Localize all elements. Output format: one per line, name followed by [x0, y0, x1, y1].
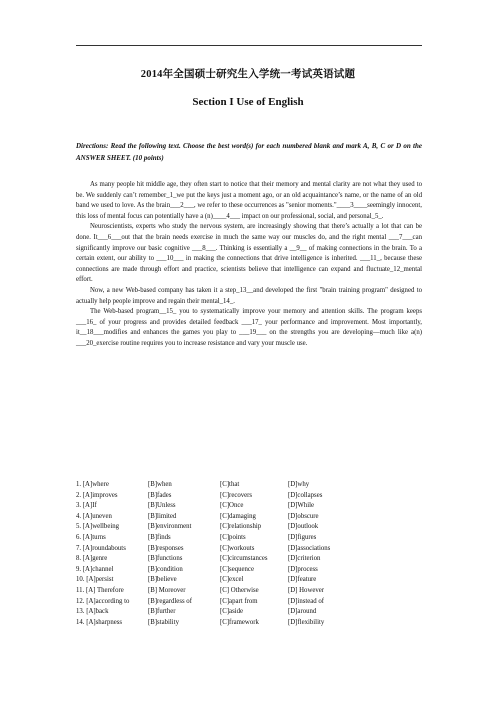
option-b: [B]functions: [148, 555, 183, 563]
option-row: [76, 533, 422, 544]
option-b: [B] Moreover: [148, 586, 186, 594]
directions-text: Directions: Read the following text. Choose the best word(s) for each numbered blank and mark A, B, C or D on the ANSWER SHEET. (10 points): [76, 142, 422, 162]
answer-options: [76, 480, 422, 628]
option-row: [76, 554, 422, 565]
option-b: [B]environment: [148, 523, 192, 531]
option-c: [C]that: [220, 481, 240, 488]
option-d: [D]around: [288, 608, 317, 616]
option-d: [D]associations: [288, 544, 331, 552]
option-row: [76, 618, 422, 629]
option-c: [C]points: [220, 533, 246, 541]
passage-paragraph: Now, a new Web-based company has taken it a step_13__and developed the first "brain training program" designed to actually help people improve and regain their mental_14_.: [76, 286, 422, 305]
option-d: [D]why: [288, 481, 310, 488]
option-b: [B]Unless: [148, 502, 176, 510]
option-b: [B]stability: [148, 618, 179, 626]
option-b: [B]finds: [148, 533, 171, 541]
passage-paragraph: The Web-based program__15_ you to systematically improve your memory and attention skills. The program keeps ___16_ of your progress and provides detailed feedback ___17_ your performance and improvement. Most importantly, it__18___modifies and enhances the games you play to ___19___ on the strengths you are developing—much like a(n) ___20_exercise routine requires you to increase resistance and vary your muscle use.: [76, 308, 422, 347]
option-c: [C]aside: [220, 608, 244, 616]
option-d: [D]figures: [288, 533, 317, 541]
option-c: [C]sequence: [220, 565, 254, 573]
option-a: 2. [A]improves: [76, 491, 118, 499]
option-d: [D]outlook: [288, 523, 319, 531]
option-d: [D]While: [288, 502, 315, 510]
option-c: [C]damaging: [220, 512, 256, 520]
option-a: 4. [A]uneven: [76, 512, 112, 520]
option-b: [B]believe: [148, 576, 177, 584]
option-row: [76, 522, 422, 533]
option-d: [D]process: [288, 565, 318, 573]
passage-paragraph: Neuroscientists, experts who study the nervous system, are increasingly showing that there’s actually a lot that can be done. It___6___out that the brain needs exercise in much the same way our muscles do, and the right mental ___7___can significantly improve our basic cognitive ___8___. Thinking is essentially a __9__ of making connections in the brain. To a certain extent, our ability to ___10___ in making the connections that drive intelligence is inherited. ___11_, because these connections are made through effort and practice, scientists believe that intelligence can expand and fluctuate_12_mental effort.: [76, 223, 422, 284]
option-d: [D]collapses: [288, 491, 323, 499]
option-c: [C]apart from: [220, 597, 258, 605]
passage-paragraph: As many people hit middle age, they often start to notice that their memory and mental clarity are not what they used to be. We suddenly can’t remember_1_we put the keys just a moment ago, or an old acquaintance’s name, or the name of an old band we used to love. As the brain___2___, we refer to these occurrences as "senior moments."____3____seemingly innocent, this loss of mental focus can potentially have a (n)____4___ impact on our professional, social, and personal_5_.: [76, 181, 422, 220]
option-a: 6. [A]turns: [76, 533, 106, 541]
option-a: 9. [A]channel: [76, 565, 114, 573]
option-row: [76, 565, 422, 576]
option-c: [C]relationship: [220, 523, 262, 531]
option-a: 12. [A]according to: [76, 597, 130, 605]
option-c: [C] Otherwise: [220, 586, 259, 594]
option-c: [C]framework: [220, 618, 259, 626]
option-a: 1. [A]where: [76, 481, 109, 488]
option-c: [C]recovers: [220, 491, 253, 499]
page-title: 2014年全国硕士研究生入学统一考试英语试题: [140, 69, 356, 80]
option-a: 14. [A]sharpness: [76, 618, 123, 626]
option-row: [76, 607, 422, 618]
option-d: [D]flexibility: [288, 618, 325, 626]
option-a: 5. [A]wellbeing: [76, 523, 120, 531]
option-d: [D]instead of: [288, 597, 325, 605]
option-row: [76, 480, 422, 491]
option-d: [D]feature: [288, 576, 317, 584]
option-a: 10. [A]persist: [76, 576, 114, 584]
option-a: 7. [A]roundabouts: [76, 544, 126, 552]
option-row: [76, 501, 422, 512]
option-c: [C]excel: [220, 576, 244, 584]
option-row: [76, 544, 422, 555]
option-c: [C]workouts: [220, 544, 255, 552]
option-d: [D]obscure: [288, 512, 319, 520]
option-b: [B]responses: [148, 544, 184, 552]
option-c: [C]Once: [220, 502, 244, 510]
option-d: [D] However: [288, 586, 325, 594]
option-d: [D]criterion: [288, 555, 321, 563]
option-a: 8. [A]genre: [76, 555, 108, 563]
option-a: 11. [A] Therefore: [76, 586, 124, 594]
option-b: [B]further: [148, 608, 176, 616]
option-row: [76, 491, 422, 502]
header-rule: [76, 45, 422, 46]
option-c: [C]circumstances: [220, 555, 268, 563]
option-a: 13. [A]back: [76, 608, 109, 616]
option-row: [76, 512, 422, 523]
option-a: 3. [A]If: [76, 502, 97, 510]
option-b: [B]limited: [148, 512, 177, 520]
option-b: [B]when: [148, 481, 172, 488]
option-row: [76, 575, 422, 586]
option-row: [76, 597, 422, 608]
passage: [76, 180, 422, 350]
section-heading: Section I Use of English: [192, 96, 304, 108]
option-b: [B]regardless of: [148, 597, 192, 605]
option-b: [B]condition: [148, 565, 183, 573]
option-b: [B]fades: [148, 491, 172, 499]
option-row: [76, 586, 422, 597]
